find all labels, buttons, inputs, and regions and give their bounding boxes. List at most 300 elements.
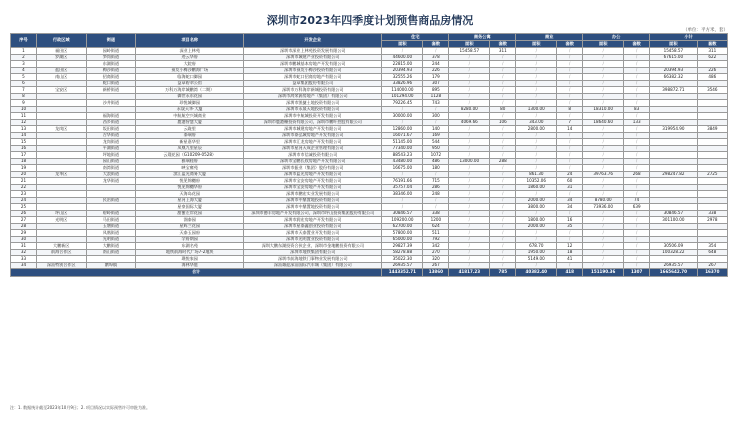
row-developer: 深圳市预发小梅沙投资有限公司	[244, 67, 382, 74]
row-project: 万科万海岸城鹏湾（二期）	[136, 87, 244, 94]
row-res-area: /	[382, 106, 423, 113]
row-project: 凤凰九里星辰	[136, 145, 244, 152]
row-project: 学府朗园	[136, 236, 244, 243]
row-developer: 深圳市万科海岸新城投资有限公司	[244, 87, 382, 94]
row-res-units: 792	[423, 236, 449, 243]
row-seq: 21	[11, 178, 37, 185]
row-project: 鹿港智慧大厦	[136, 119, 244, 126]
row-com-area: /	[449, 217, 490, 224]
total-off-units: 1307	[624, 269, 650, 277]
row-off-units: 133	[624, 119, 650, 126]
row-off-area: /	[583, 48, 624, 55]
row-off-area: /	[583, 67, 624, 74]
row-com-units: /	[490, 126, 516, 133]
row-developer: 深圳市蓝光房地产开发有限公司	[244, 171, 382, 178]
row-project: 映宝雍苑	[136, 165, 244, 172]
row-shop-area: /	[516, 80, 557, 87]
row-com-units: /	[490, 165, 516, 172]
row-developer: 深圳市城建产业投资有限公司	[244, 54, 382, 61]
row-project: 雅瑞桂府	[136, 158, 244, 165]
row-res-area: 62700.00	[382, 223, 423, 230]
row-shop-area: 2800.00	[516, 126, 557, 133]
row-off-area: /	[583, 230, 624, 237]
row-off-area: /	[583, 113, 624, 120]
row-seq: 3	[11, 61, 37, 68]
row-res-area: 44600.00	[382, 54, 423, 61]
row-off-units: /	[624, 61, 650, 68]
header-residential: 住宅	[382, 34, 449, 41]
row-res-area: /	[382, 48, 423, 55]
row-com-units: /	[490, 113, 516, 120]
row-res-units: 179	[423, 74, 449, 81]
header-district: 行政区域	[36, 34, 86, 48]
row-shop-units: /	[557, 54, 583, 61]
row-shop-units: /	[557, 230, 583, 237]
row-shop-units: /	[557, 100, 583, 107]
row-seq: 32	[11, 249, 37, 256]
row-developer: 深圳市中鼎置地投资有限公司	[244, 197, 382, 204]
row-off-units: /	[624, 165, 650, 172]
row-project: 地铁前海时代广场7-2地块	[136, 249, 244, 256]
row-sub-area: 319954.90	[650, 126, 698, 133]
row-shop-area: /	[516, 158, 557, 165]
row-sub-area: 301100.00	[650, 217, 698, 224]
row-seq: 16	[11, 145, 37, 152]
row-street: 龙岗街道	[86, 139, 136, 146]
row-off-area: /	[583, 210, 624, 217]
row-res-area: 32555.26	[382, 74, 423, 81]
row-shop-units: 16	[557, 217, 583, 224]
total-sub-area: 1665642.70	[650, 269, 698, 277]
row-project: 海林华庭	[136, 262, 244, 269]
row-sub-units: 311	[697, 48, 727, 55]
row-seq: 13	[11, 126, 37, 133]
row-shop-units: /	[557, 152, 583, 159]
row-off-units: /	[624, 191, 650, 198]
row-seq: 22	[11, 184, 37, 191]
row-off-units: /	[624, 67, 650, 74]
row-com-area: /	[449, 87, 490, 94]
row-developer: 深圳市振业（集团）股份有限公司	[244, 165, 382, 172]
row-off-units: 268	[624, 171, 650, 178]
row-district: 大鹏新区	[36, 243, 86, 250]
header-units: 套数	[423, 41, 449, 48]
row-sub-area: 20394.93	[650, 67, 698, 74]
row-shop-units: /	[557, 132, 583, 139]
row-com-units: /	[490, 139, 516, 146]
row-res-area: 88543.23	[382, 152, 423, 159]
row-res-area: 30846.57	[382, 210, 423, 217]
row-off-area: /	[583, 100, 624, 107]
row-seq: 10	[11, 106, 37, 113]
row-com-area: /	[449, 61, 490, 68]
row-off-area: 39763.76	[583, 171, 624, 178]
row-res-units: 378	[423, 54, 449, 61]
row-com-area: /	[449, 54, 490, 61]
row-off-area: /	[583, 223, 624, 230]
row-sub-area: 30846.57	[650, 210, 698, 217]
row-sub-units: 354	[697, 243, 727, 250]
row-com-units: /	[490, 100, 516, 107]
row-off-units: /	[624, 152, 650, 159]
row-com-units: /	[490, 197, 516, 204]
row-off-area: /	[583, 139, 624, 146]
row-res-units: /	[423, 106, 449, 113]
row-off-units: /	[624, 158, 650, 165]
row-shop-units: /	[557, 61, 583, 68]
footnote: 注：1. 数据统计截至2023年10月9日；2. 项目情况以实际预售许可审批为准。	[10, 405, 150, 410]
row-sub-units: 2725	[697, 171, 727, 178]
row-developer: 深圳市天泰置业开发有限公司	[244, 230, 382, 237]
row-street: 坪地街道	[86, 152, 136, 159]
row-com-area: /	[449, 262, 490, 269]
row-project: 云璟花园（G10209-0528）	[136, 152, 244, 159]
row-developer: 深圳市地铁集团有限公司	[244, 249, 382, 256]
row-com-units: /	[490, 230, 516, 237]
row-project: 中航航空兴城商业	[136, 113, 244, 120]
row-district: 光明区	[36, 217, 86, 224]
row-com-area: /	[449, 126, 490, 133]
row-res-units: /	[423, 48, 449, 55]
row-project: 永晟天华·大厦	[136, 106, 244, 113]
row-res-area: 65000.00	[382, 236, 423, 243]
row-sub-area: 30506.09	[650, 243, 698, 250]
row-shop-area: 1860.00	[516, 184, 557, 191]
row-shop-units: 60	[557, 178, 583, 185]
row-off-units: /	[624, 113, 650, 120]
row-street: 西乡街道	[86, 119, 136, 126]
row-developer: 深圳市星河天成企业管理有限公司	[244, 145, 382, 152]
row-shop-area: /	[516, 139, 557, 146]
row-project: 迹云华府	[136, 54, 244, 61]
row-seq: 2	[11, 54, 37, 61]
row-com-units: /	[490, 93, 516, 100]
header-developer: 开发企业	[244, 34, 382, 48]
row-res-area: 38346.00	[382, 191, 423, 198]
row-off-units: /	[624, 145, 650, 152]
row-street: 梅沙街道	[86, 67, 136, 74]
header-area: 面积	[650, 41, 698, 48]
row-shop-units: 18	[557, 249, 583, 256]
row-shop-units: 34	[557, 197, 583, 204]
row-shop-area: /	[516, 93, 557, 100]
row-res-units: 342	[423, 243, 449, 250]
row-res-area: 101294.00	[382, 93, 423, 100]
row-project: 璞悦家园	[136, 256, 244, 263]
row-com-area: 8280.00	[449, 106, 490, 113]
header-office: 办公	[583, 34, 650, 41]
row-off-area: /	[583, 178, 624, 185]
row-off-units: /	[624, 74, 650, 81]
row-developer: 深圳市宝鹏长欣房地产开发有限公司	[244, 158, 382, 165]
row-res-area: /	[382, 119, 423, 126]
row-shop-area: /	[516, 236, 557, 243]
row-district: 前海合作区	[36, 249, 86, 256]
row-shop-area: /	[516, 113, 557, 120]
row-shop-units: /	[557, 74, 583, 81]
row-res-units: /	[423, 197, 449, 204]
row-shop-area: 678.70	[516, 243, 557, 250]
row-off-area: 18310.00	[583, 106, 624, 113]
row-seq: 29	[11, 230, 37, 237]
row-res-units: 226	[423, 67, 449, 74]
row-seq: 8	[11, 93, 37, 100]
row-shop-area: /	[516, 48, 557, 55]
row-off-units: /	[624, 223, 650, 230]
row-street: 园岭街道	[86, 48, 136, 55]
row-off-units: /	[624, 262, 650, 269]
row-res-units: /	[423, 204, 449, 211]
row-com-area: /	[449, 100, 490, 107]
row-off-units: /	[624, 48, 650, 55]
row-com-units: /	[490, 210, 516, 217]
row-project: 深业上林苑	[136, 48, 244, 55]
row-project: 大院府	[136, 61, 244, 68]
row-res-area: 12860.00	[382, 126, 423, 133]
total-com-area: 41817.23	[449, 269, 490, 277]
total-res-units: 13860	[423, 269, 449, 277]
row-com-units: /	[490, 132, 516, 139]
row-res-area: /	[382, 204, 423, 211]
row-developer: 深圳市深业上林苑投资发展有限公司	[244, 48, 382, 55]
row-off-units: /	[624, 139, 650, 146]
row-sub-units: 3546	[697, 87, 727, 94]
row-com-area: /	[449, 67, 490, 74]
row-shop-area: /	[516, 87, 557, 94]
unit-note: （单位：平方米，套）	[683, 28, 728, 33]
row-street: 玉塘街道	[86, 223, 136, 230]
row-com-units: /	[490, 204, 516, 211]
row-com-units: /	[490, 217, 516, 224]
row-off-units: 74	[624, 197, 650, 204]
row-com-area: /	[449, 184, 490, 191]
row-res-area: 76191.66	[382, 178, 423, 185]
row-shop-units: /	[557, 158, 583, 165]
row-shop-area: /	[516, 61, 557, 68]
row-res-units: 267	[423, 262, 449, 269]
row-com-units: /	[490, 152, 516, 159]
total-sub-units: 16370	[697, 269, 727, 277]
row-district: 南山区	[36, 74, 86, 81]
row-res-units: 1072	[423, 152, 449, 159]
row-seq: 4	[11, 67, 37, 74]
row-sub-area: 298247.82	[650, 171, 698, 178]
row-off-units: 83	[624, 106, 650, 113]
row-project: 星豪国际大厦	[136, 204, 244, 211]
row-res-units: 270	[423, 249, 449, 256]
row-off-units: /	[624, 217, 650, 224]
row-district: 宝安区	[36, 87, 86, 94]
row-shop-units: /	[557, 236, 583, 243]
row-developer: 深圳市润宏房地产开发有限公司	[244, 217, 382, 224]
header-shop: 商业	[516, 34, 583, 41]
row-project: 云珑里	[136, 126, 244, 133]
row-street: 平湖街道	[86, 145, 136, 152]
row-com-area: 4069.66	[449, 119, 490, 126]
row-developer: 深圳市中鼎置地投资有限公司	[244, 204, 382, 211]
row-seq: 18	[11, 158, 37, 165]
row-off-area: /	[583, 249, 624, 256]
row-seq: 28	[11, 223, 37, 230]
row-shop-units: /	[557, 191, 583, 198]
row-seq: 24	[11, 197, 37, 204]
row-com-area: /	[449, 152, 490, 159]
row-res-units: 286	[423, 184, 449, 191]
row-res-area: 22815.00	[382, 61, 423, 68]
row-com-area: 15458.57	[449, 48, 490, 55]
row-project: 润泰园	[136, 217, 244, 224]
row-shop-units: /	[557, 210, 583, 217]
row-sub-units: 648	[697, 249, 727, 256]
row-sub-area: 100328.22	[650, 249, 698, 256]
row-com-units: /	[490, 243, 516, 250]
total-off-area: 151190.36	[583, 269, 624, 277]
row-off-units: /	[624, 80, 650, 87]
row-com-area: /	[449, 191, 490, 198]
row-res-units: 248	[423, 191, 449, 198]
row-com-units: /	[490, 171, 516, 178]
row-district: 福田区	[36, 48, 86, 55]
row-shop-area: 1300.00	[516, 106, 557, 113]
row-res-area: 51145.00	[382, 139, 423, 146]
row-project: 临海蛇口御园	[136, 74, 244, 81]
row-street: 南山街道	[86, 249, 136, 256]
page-title: 深圳市2023年四季度计划预售商品房情况	[266, 14, 474, 27]
row-res-units: 169	[423, 132, 449, 139]
row-res-area: /	[382, 171, 423, 178]
row-shop-units: /	[557, 80, 583, 87]
row-com-units: /	[490, 236, 516, 243]
row-res-units: 950	[423, 145, 449, 152]
header-area: 面积	[449, 41, 490, 48]
row-off-area: /	[583, 74, 624, 81]
row-shop-units: 41	[557, 256, 583, 263]
row-com-units: /	[490, 145, 516, 152]
row-res-area: 16071.67	[382, 132, 423, 139]
row-street: 大浪街道	[86, 171, 136, 178]
row-res-area: 29827.39	[382, 243, 423, 250]
row-res-units: 320	[423, 256, 449, 263]
row-com-units: /	[490, 74, 516, 81]
row-project: 甜蜜左岸花园	[136, 210, 244, 217]
row-shop-area: 10352.06	[516, 178, 557, 185]
row-developer: 深圳市鸿荣源房地产（集团）有限公司	[244, 93, 382, 100]
row-developer: 深圳市中航城投资开发有限公司	[244, 113, 382, 120]
row-project: 泰瑞府	[136, 132, 244, 139]
row-off-units: /	[624, 178, 650, 185]
row-shop-area: 5149.00	[516, 256, 557, 263]
row-sub-units: 267	[697, 262, 727, 269]
header-street: 街道	[86, 34, 136, 48]
row-shop-units: 8	[557, 106, 583, 113]
header-subtotal: 小计	[650, 34, 728, 41]
row-shop-units: /	[557, 113, 583, 120]
row-shop-area: 2000.00	[516, 197, 557, 204]
table-footer	[11, 269, 728, 277]
row-com-area: /	[449, 249, 490, 256]
row-off-units: /	[624, 210, 650, 217]
row-street: 民治街道	[86, 197, 136, 204]
row-developer: 深圳市城建房地产开发有限公司	[244, 126, 382, 133]
row-seq: 19	[11, 165, 37, 172]
row-com-units: 80	[490, 106, 516, 113]
row-res-units: 715	[423, 178, 449, 185]
row-res-units: 180	[423, 165, 449, 172]
header-commercial: 商务公寓	[449, 34, 516, 41]
row-com-units: /	[490, 61, 516, 68]
row-street: 大鹏街道	[86, 243, 136, 250]
row-seq: 5	[11, 74, 37, 81]
row-shop-area: /	[516, 230, 557, 237]
header-units: 套数	[557, 41, 583, 48]
row-shop-units: /	[557, 262, 583, 269]
row-res-units: 1128	[423, 93, 449, 100]
row-shop-area: /	[516, 210, 557, 217]
row-res-units: 743	[423, 100, 449, 107]
row-shop-area: 1950.00	[516, 249, 557, 256]
row-developer: 深汕雄迎深汕国际汽车城（集团）有限公司	[244, 262, 382, 269]
row-developer: 深圳市星泰鑫创业投资有限公司	[244, 223, 382, 230]
row-res-area: 57800.00	[382, 230, 423, 237]
row-com-units: /	[490, 191, 516, 198]
total-shop-units: 418	[557, 269, 583, 277]
row-sub-area: 15458.57	[650, 48, 698, 55]
row-street: 鹅埠镇	[86, 262, 136, 269]
row-project: 御世永东花园	[136, 93, 244, 100]
row-seq: 17	[11, 152, 37, 159]
row-developer: 深圳市蛇口招商房地产有限公司	[244, 74, 382, 81]
row-res-area: 33826.96	[382, 80, 423, 87]
row-res-area: 114000.00	[382, 87, 423, 94]
row-sub-area: 398872.71	[650, 87, 698, 94]
row-district: 罗湖区	[36, 54, 86, 61]
row-com-area: /	[449, 230, 490, 237]
row-project: 滨江蓝光商务大厦	[136, 171, 244, 178]
row-district: 坪山区	[36, 210, 86, 217]
row-off-area: /	[583, 126, 624, 133]
row-shop-area: /	[516, 165, 557, 172]
row-off-units: /	[624, 236, 650, 243]
row-seq: 25	[11, 204, 37, 211]
header-project: 项目名称	[136, 34, 244, 48]
row-shop-units: /	[557, 139, 583, 146]
row-shop-units: /	[557, 165, 583, 172]
header-units: 套数	[490, 41, 516, 48]
row-shop-area: /	[516, 132, 557, 139]
row-shop-area: /	[516, 67, 557, 74]
row-street: 新桥街道	[86, 87, 136, 94]
row-off-units: /	[624, 93, 650, 100]
total-label: 合计	[11, 269, 382, 277]
row-com-area: /	[449, 243, 490, 250]
total-res-area: 1443352.71	[382, 269, 423, 277]
row-shop-area: /	[516, 54, 557, 61]
row-off-area: /	[583, 262, 624, 269]
row-sub-units: 486	[697, 74, 727, 81]
row-com-units: 311	[490, 48, 516, 55]
row-project: 天海岛花园	[136, 191, 244, 198]
row-com-area: /	[449, 223, 490, 230]
row-sub-units: 226	[697, 67, 727, 74]
row-res-area: 20394.93	[382, 67, 423, 74]
row-shop-area: 3800.00	[516, 204, 557, 211]
row-sub-units: 3849	[697, 126, 727, 133]
row-developer: 深圳市宝安房地产开发有限公司	[244, 178, 382, 185]
row-seq: 6	[11, 80, 37, 87]
row-shop-units: 12	[557, 243, 583, 250]
row-com-area: /	[449, 236, 490, 243]
row-developer: 深圳市宝安房地产开发有限公司	[244, 184, 382, 191]
